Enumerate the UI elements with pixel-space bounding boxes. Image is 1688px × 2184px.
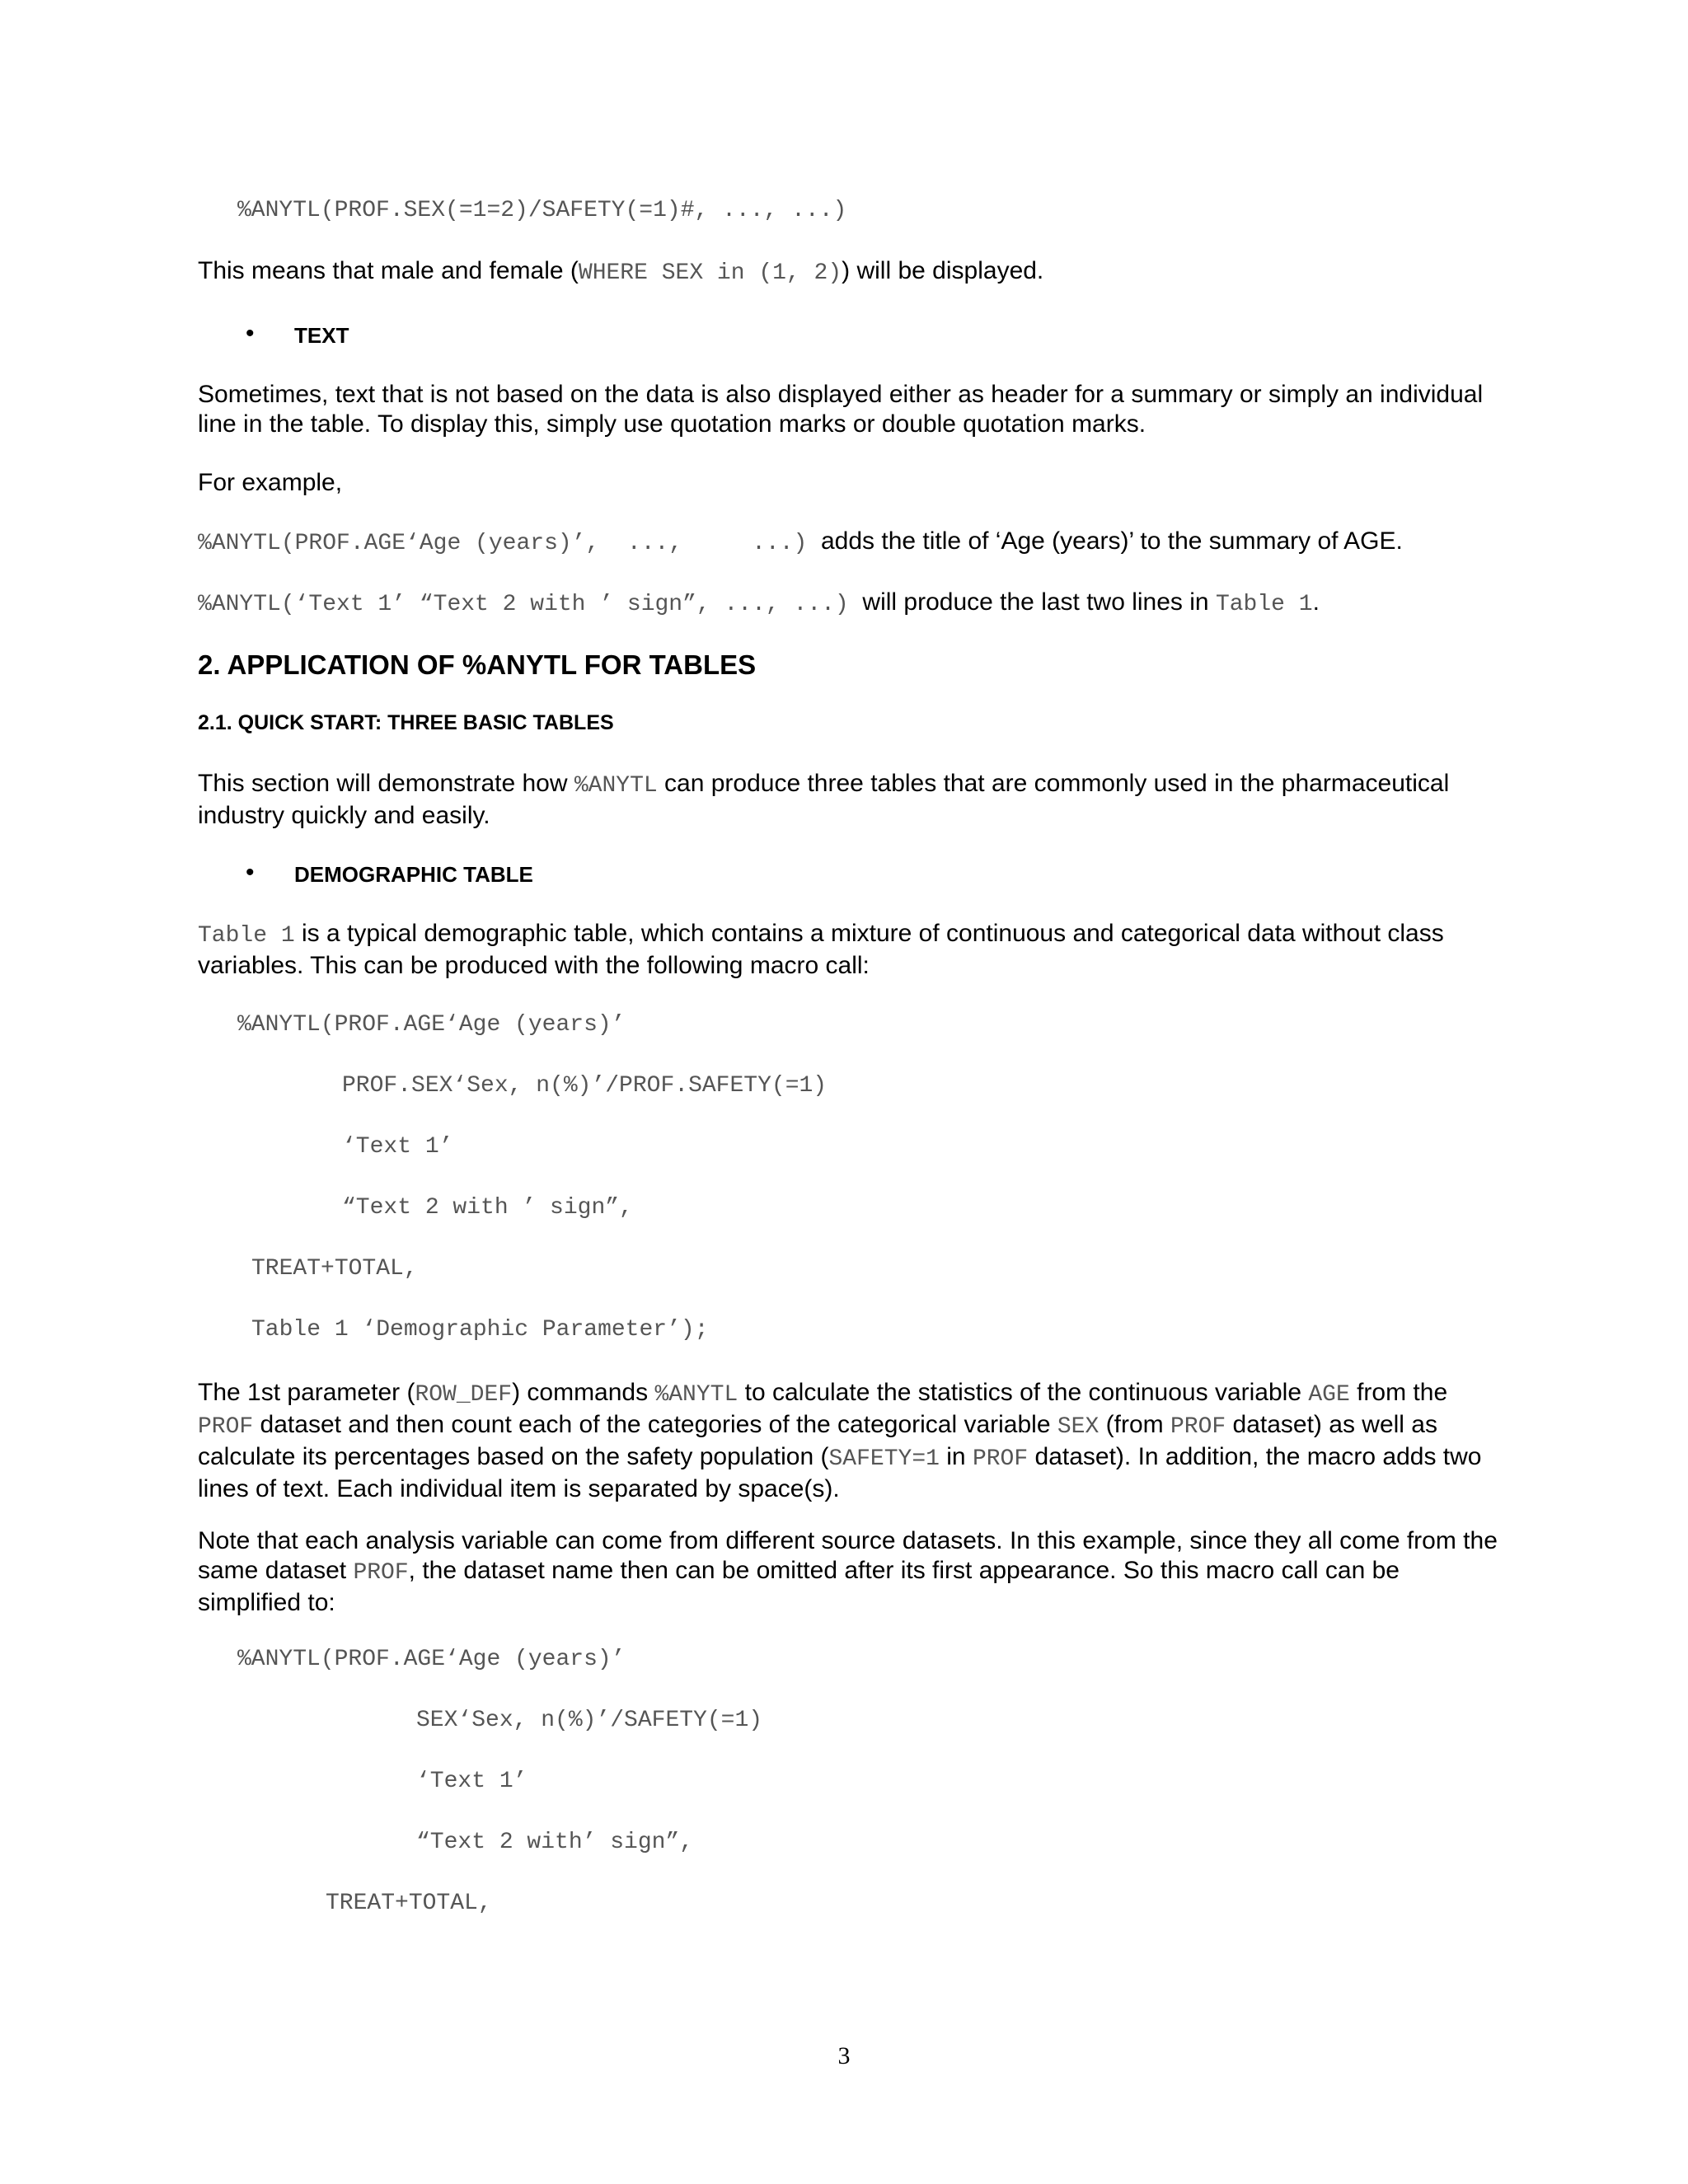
code-line: TREAT+TOTAL, xyxy=(326,1891,492,1916)
inline-code: Table 1 xyxy=(198,923,295,949)
paragraph-for-example: For example, xyxy=(198,469,343,496)
section-heading: 2. APPLICATION OF %ANYTL FOR TABLES xyxy=(198,649,757,680)
text-fragment: is a typical demographic table, which contains a mixture of continuous and categorical data without class variables. This can be produced with the following macro call: xyxy=(198,920,1444,979)
inline-code: %ANYTL(‘Text 1’ “Text 2 with ’ sign”, ..., ...) xyxy=(198,592,849,617)
bullet-icon: • xyxy=(246,320,255,347)
paragraph-text-usage: Sometimes, text that is not based on the data is also displayed either as header for a summary or simply an individual line in the table. To display this, simply use quotation marks or double quotation marks. xyxy=(198,381,1484,438)
inline-code: AGE xyxy=(1308,1382,1350,1408)
example-text-lines xyxy=(198,588,1320,617)
code-line: %ANYTL(PROF.AGE‘Age (years)’ xyxy=(237,1647,626,1672)
inline-code: PROF xyxy=(972,1446,1029,1472)
inline-code: %ANYTL xyxy=(654,1382,738,1408)
inline-code: SEX xyxy=(1057,1414,1100,1440)
code-line: SEX‘Sex, n(%)’/SAFETY(=1) xyxy=(416,1708,763,1733)
code-line-sex-filter: %ANYTL(PROF.SEX(=1=2)/SAFETY(=1)#, ..., ...) xyxy=(237,198,847,223)
text-fragment: This means that male and female ( xyxy=(198,257,579,284)
code-line: %ANYTL(PROF.AGE‘Age (years)’ xyxy=(237,1012,626,1038)
text-fragment: Note that each analysis variable can come from different source datasets. In this example, since they all come from the same dataset xyxy=(198,1527,1498,1584)
text-fragment: . xyxy=(1312,588,1320,616)
inline-code: Table 1 xyxy=(1215,592,1313,617)
paragraph-row-def xyxy=(198,1378,1500,1504)
text-fragment: The 1st parameter ( xyxy=(198,1379,415,1406)
code-line: “Text 2 with ’ sign”, xyxy=(342,1195,633,1221)
text-fragment: ) commands xyxy=(512,1379,655,1406)
bullet-heading-text: TEXT xyxy=(294,323,349,348)
code-line: PROF.SEX‘Sex, n(%)’/PROF.SAFETY(=1) xyxy=(342,1073,828,1099)
code-line: TREAT+TOTAL, xyxy=(251,1256,418,1282)
page-number: 3 xyxy=(837,2042,851,2069)
code-line: ‘Text 1’ xyxy=(342,1134,453,1160)
paragraph-note xyxy=(198,1526,1500,1618)
text-fragment: dataset) as well as calculate its percentages based on the safety population ( xyxy=(198,1411,1437,1470)
example-age-title xyxy=(198,527,1403,556)
text-fragment: from the xyxy=(1349,1379,1448,1406)
text-fragment: adds the title of ‘Age (years)’ to the summary of AGE. xyxy=(821,527,1403,555)
paragraph-table1-intro xyxy=(198,919,1500,981)
inline-code: PROF xyxy=(1170,1414,1226,1440)
inline-code: %ANYTL(PROF.AGE‘Age (years)’, ..., ...) xyxy=(198,531,808,556)
inline-code: ROW_DEF xyxy=(415,1382,513,1408)
text-fragment: ) will be displayed. xyxy=(842,257,1044,284)
bullet-heading-demographic: DEMOGRAPHIC TABLE xyxy=(294,862,533,887)
code-line: Table 1 ‘Demographic Parameter’); xyxy=(251,1317,709,1343)
code-line: “Text 2 with’ sign”, xyxy=(416,1830,694,1855)
inline-code: PROF xyxy=(353,1560,409,1586)
text-fragment: to calculate the statistics of the continuous variable xyxy=(738,1379,1309,1406)
sentence-sex-displayed xyxy=(198,257,1043,286)
inline-code: %ANYTL xyxy=(574,773,658,799)
inline-code: SAFETY=1 xyxy=(828,1446,940,1472)
paragraph-section-intro xyxy=(198,769,1500,831)
text-fragment: will produce the last two lines in xyxy=(862,588,1216,616)
subsection-heading: 2.1. QUICK START: THREE BASIC TABLES xyxy=(198,711,614,734)
text-fragment: dataset). In addition, the macro adds two lines of text. Each individual item is separated by space(s). xyxy=(198,1443,1482,1502)
text-fragment: , the dataset name then can be omitted after its first appearance. So this macro call can be simplified to: xyxy=(198,1557,1400,1616)
text-fragment: can produce three tables that are commonly used in the pharmaceutical industry quickly and easily. xyxy=(198,770,1450,829)
text-fragment: dataset and then count each of the categories of the categorical variable xyxy=(253,1411,1057,1438)
inline-code: PROF xyxy=(198,1414,254,1440)
text-fragment: (from xyxy=(1099,1411,1170,1438)
text-fragment: in xyxy=(939,1443,973,1470)
text-fragment: This section will demonstrate how xyxy=(198,770,574,797)
bullet-icon: • xyxy=(246,859,255,886)
inline-code: WHERE SEX in (1, 2) xyxy=(578,260,842,286)
code-line: ‘Text 1’ xyxy=(416,1769,528,1794)
